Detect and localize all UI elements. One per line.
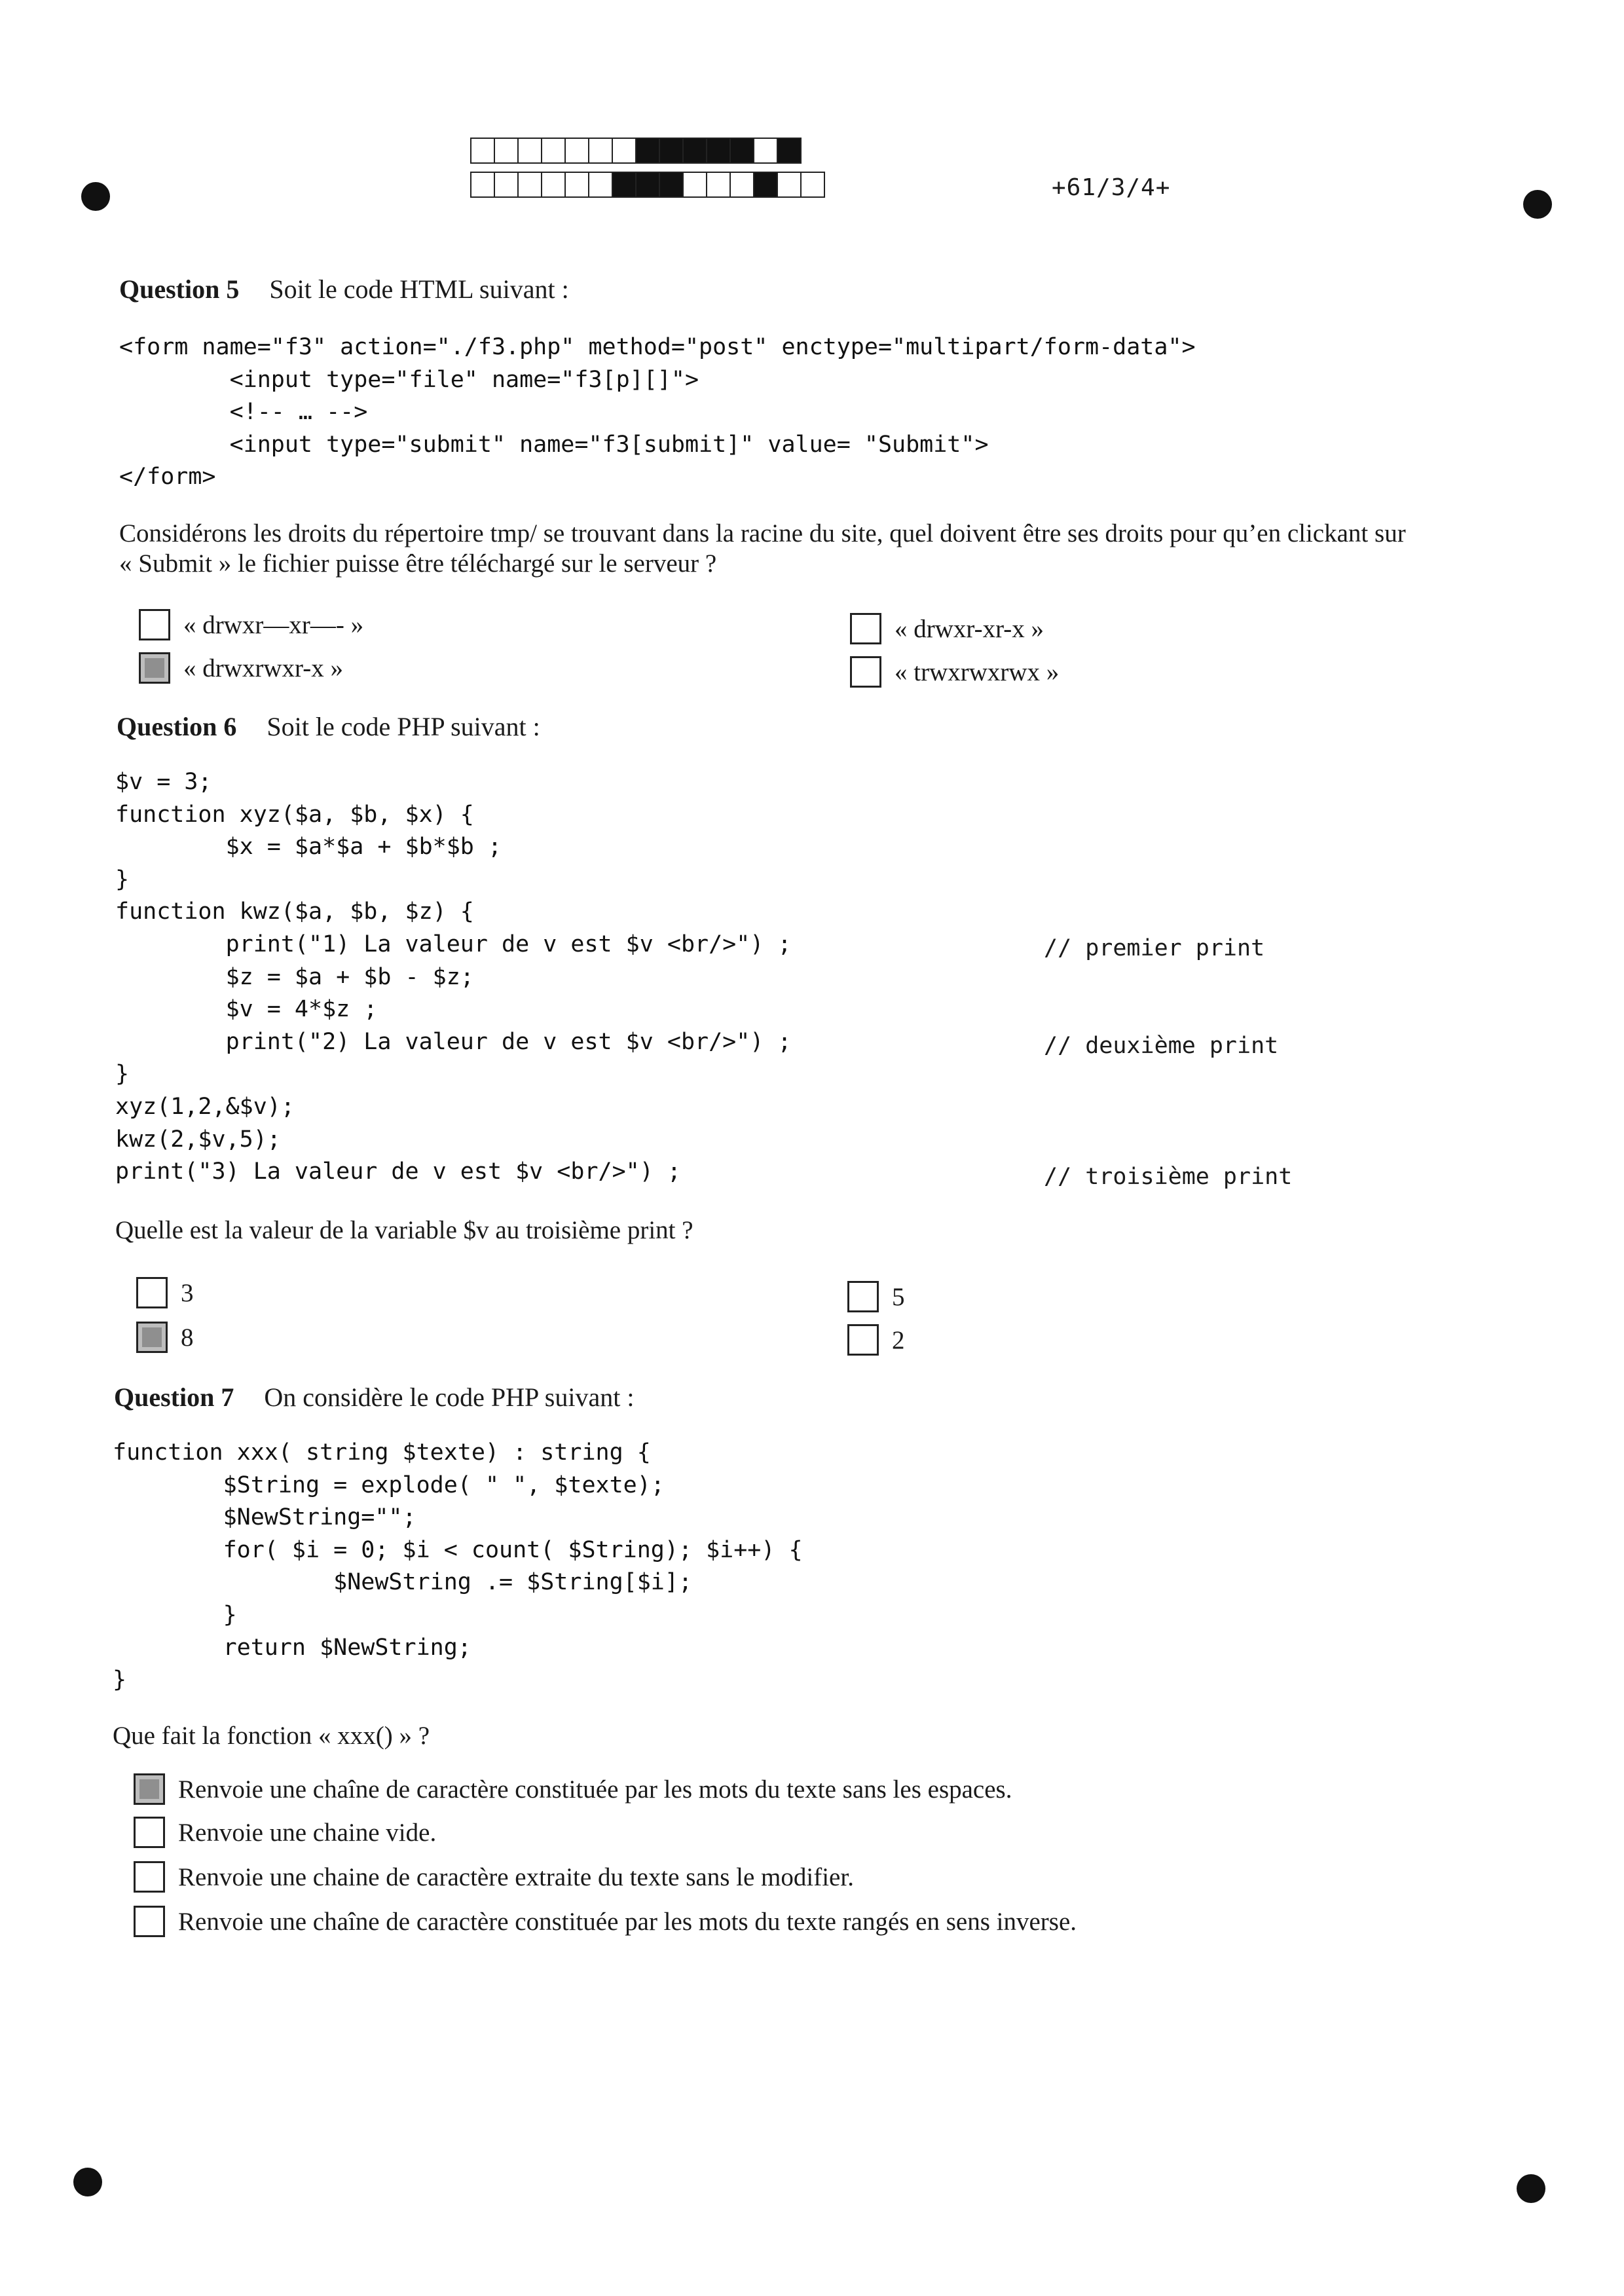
registration-mark-bottom-left [73,2168,102,2196]
question-7-text: Que fait la fonction « xxx() » ? [113,1722,430,1750]
checkbox[interactable] [847,1281,879,1312]
barcode-bottom [470,172,824,198]
checkbox-checked[interactable] [136,1322,168,1353]
question-7-intro: On considère le code PHP suivant : [264,1382,635,1412]
barcode-cell-empty [588,172,613,198]
option-label: « trwxrwxrwx » [895,657,1060,686]
option-label: « drwxr—xr—- » [183,610,364,639]
registration-mark-bottom-right [1517,2174,1545,2203]
question-7-php-code: function xxx( string $texte) : string { $String = explode( " ", $texte); $NewString=""; for( $i = 0; $i < count( $String); $i++) { $NewString .= $String[$i]; } return $NewString; } [113,1439,803,1694]
registration-mark-top-left [81,182,110,211]
question-7-label: Question 7 [114,1382,234,1412]
option-label: « drwxr-xr-x » [895,614,1044,643]
barcode-cell-empty [470,138,495,164]
option-label: Renvoie une chaîne de caractère constituée par les mots du texte rangés en sens inverse. [178,1907,1077,1936]
barcode-cell-empty [706,172,731,198]
question-7-heading [114,1382,634,1413]
barcode-cell-filled [635,172,660,198]
question-5-heading [119,274,569,305]
barcode-cell-filled [706,138,731,164]
question-5-option-2[interactable] [850,613,1044,644]
barcode-cell-empty [541,138,566,164]
question-7-option-3[interactable] [134,1861,854,1893]
barcode-cell-empty [517,172,542,198]
question-5-option-3[interactable] [139,652,343,684]
question-6-option-4[interactable] [847,1324,905,1356]
barcode-cell-empty [777,172,802,198]
question-5-option-1[interactable] [139,609,363,640]
option-label: Renvoie une chaine vide. [178,1818,437,1847]
option-label: 3 [181,1278,194,1307]
barcode-cell-filled [753,172,778,198]
barcode-cell-empty [470,172,495,198]
comment-third-print: // troisième print [1044,1164,1293,1190]
barcode-cell-empty [494,172,519,198]
option-label: « drwxrwxr-x » [183,654,343,682]
question-6-text: Quelle est la valeur de la variable $v au troisième print ? [115,1216,693,1244]
barcode-cell-filled [635,138,660,164]
barcode-cell-empty [753,138,778,164]
registration-mark-top-right [1523,190,1552,219]
barcode-cell-empty [800,172,825,198]
checkbox-checked[interactable] [134,1773,165,1805]
comment-first-print: // premier print [1044,935,1265,961]
barcode-top [470,138,800,164]
question-6-option-1[interactable] [136,1277,194,1308]
barcode-cell-empty [494,138,519,164]
checkbox[interactable] [139,609,170,640]
checkbox[interactable] [134,1906,165,1937]
checkbox[interactable] [850,613,881,644]
checkbox[interactable] [136,1277,168,1308]
question-7-option-4[interactable] [134,1906,1077,1937]
question-5-html-code: <form name="f3" action="./f3.php" method="post" enctype="multipart/form-data"> <input type="file" name="f3[p][]"> <!-- … --> <input type="submit" name="f3[submit]" value= "Submit"> </form> [119,334,1196,491]
barcode-cell-filled [659,172,684,198]
question-6-heading [117,711,540,742]
question-6-php-code: $v = 3; function xyz($a, $b, $x) { $x = $a*$a + $b*$b ; } function kwz($a, $b, $z) { print("1) La valeur de v est $v <br/>") ; $z = $a + $b - $z; $v = 4*$z ; print("2) La valeur de v est $v <br/>") ; } xyz(1,2,&$v); kwz(2,$v,5); print("3) La valeur de v est $v <br/>") ; [115,769,792,1185]
barcode-cell-empty [564,172,589,198]
question-5-text-line-2: « Submit » le fichier puisse être téléchargé sur le serveur ? [119,549,717,578]
question-6-option-2[interactable] [847,1281,905,1312]
barcode-cell-filled [612,172,637,198]
question-7-option-2[interactable] [134,1817,436,1848]
barcode-cell-filled [777,138,802,164]
barcode-cell-empty [564,138,589,164]
checkbox[interactable] [850,656,881,688]
question-5-label: Question 5 [119,274,240,304]
barcode-cell-empty [588,138,613,164]
barcode-cell-filled [682,138,707,164]
option-label: 8 [181,1323,194,1352]
option-label: Renvoie une chaîne de caractère constituée par les mots du texte sans les espaces. [178,1775,1012,1804]
barcode-cell-empty [682,172,707,198]
question-5-intro: Soit le code HTML suivant : [269,274,569,304]
option-label: 2 [892,1325,905,1354]
question-6-intro: Soit le code PHP suivant : [267,712,540,741]
checkbox-checked[interactable] [139,652,170,684]
question-6-option-3[interactable] [136,1322,194,1353]
checkbox[interactable] [134,1817,165,1848]
barcode-cell-empty [612,138,637,164]
barcode-cell-empty [729,172,754,198]
barcode-cell-empty [517,138,542,164]
comment-second-print: // deuxième print [1044,1033,1279,1059]
question-5-option-4[interactable] [850,656,1059,688]
option-label: 5 [892,1282,905,1311]
question-7-option-1[interactable] [134,1773,1012,1805]
checkbox[interactable] [847,1324,879,1356]
barcode-cell-filled [729,138,754,164]
barcode-cell-filled [659,138,684,164]
barcode-cell-empty [541,172,566,198]
checkbox[interactable] [134,1861,165,1893]
question-5-text-line-1: Considérons les droits du répertoire tmp/ se trouvant dans la racine du site, quel doivent être ses droits pour qu’en clickant sur [119,519,1406,547]
page-id: +61/3/4+ [1052,174,1171,201]
question-6-label: Question 6 [117,712,237,741]
option-label: Renvoie une chaine de caractère extraite du texte sans le modifier. [178,1862,854,1891]
